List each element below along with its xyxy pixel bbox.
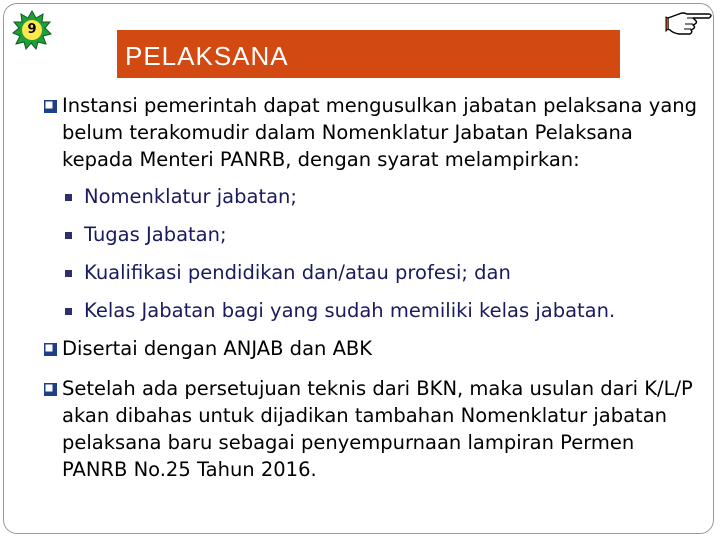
sub-bullet-text: Nomenklatur jabatan; xyxy=(84,185,297,208)
checkbox-bullet-icon xyxy=(44,100,57,113)
square-bullet-icon xyxy=(65,194,72,201)
bullet-item xyxy=(44,375,704,483)
title-bar xyxy=(117,30,620,78)
slide-content xyxy=(44,92,704,483)
bullet-item xyxy=(44,92,704,173)
pointing-hand-icon xyxy=(665,4,715,40)
sub-bullet-text: Tugas Jabatan; xyxy=(84,223,227,246)
sub-bullet-item xyxy=(44,259,704,286)
sub-bullet-item xyxy=(44,221,704,248)
page-number: 9 xyxy=(27,22,37,37)
checkbox-bullet-icon xyxy=(44,383,57,396)
square-bullet-icon xyxy=(65,308,72,315)
bullet-text: Setelah ada persetujuan teknis dari BKN, maka usulan dari K/L/P akan dibahas untuk dijadikan tambahan Nomenklatur jabatan pelaksana baru sebagai penyempurnaan lampiran Permen PANRB No.25 Tahun 2016. xyxy=(62,377,693,481)
square-bullet-icon xyxy=(65,232,72,239)
bullet-item xyxy=(44,335,704,362)
page-number-badge xyxy=(12,10,52,50)
sub-bullet-item xyxy=(44,183,704,210)
checkbox-bullet-icon xyxy=(44,343,57,356)
bullet-text: Instansi pemerintah dapat mengusulkan jabatan pelaksana yang belum terakomudir dalam Nomenklatur Jabatan Pelaksana kepada Menteri PANRB, dengan syarat melampirkan: xyxy=(62,94,698,171)
bullet-text: Disertai dengan ANJAB dan ABK xyxy=(62,337,373,360)
sub-bullet-text: Kelas Jabatan bagi yang sudah memiliki kelas jabatan. xyxy=(84,299,616,322)
sub-bullet-item xyxy=(44,297,704,324)
sub-bullet-text: Kualifikasi pendidikan dan/atau profesi; dan xyxy=(84,261,511,284)
square-bullet-icon xyxy=(65,270,72,277)
slide-title: PELAKSANA xyxy=(125,41,289,71)
